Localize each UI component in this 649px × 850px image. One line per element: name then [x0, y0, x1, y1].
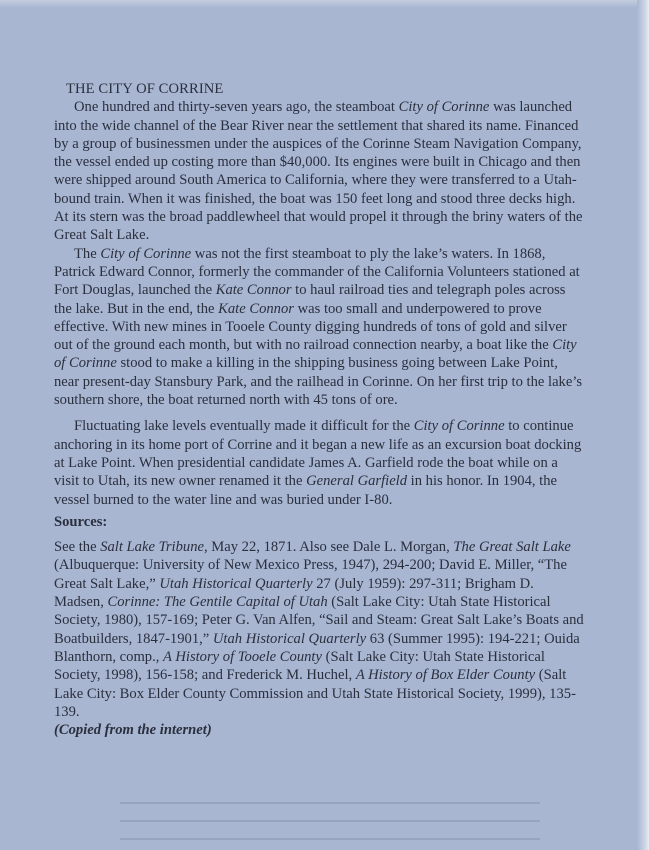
sources-text-run: 27 (July 1959): 297-311; Brigham D. Madsen, — [54, 575, 534, 611]
sources-italic-title: A History of Tooele County — [163, 648, 322, 665]
sources-text-run: 63 (Summer 1995): 194-221; Ouida Blanthorn, comp., — [54, 630, 580, 665]
sources-text-run: (Salt Lake City: Utah State Historical Society, 1980), 157-169; Peter G. Van Alfen, “Sail and Steam: Great Salt Lake’s Boats and Boatbuilders, 1847-1901,” — [54, 594, 584, 647]
paragraph-1-italic-title: City of Corinne — [398, 99, 490, 116]
sources-italic-title: The Great Salt Lake — [453, 539, 571, 556]
copied-note: (Copied from the internet) — [54, 722, 212, 739]
paragraph-1-text-run: was launched into the wide channel of the Bear River near the settlement that shared its name. Financed by a group of businessmen under the auspices of the Corinne Steam Navigation Company, the vessel ended up costing more than $40,000. Its engines were built in Chicago and then were shipped around South America to California, where they were transferred to a Utah-bound train. When it was finished, the boat was 150 feet long and stood three decks high. At its stern was the broad paddlewheel that would propel it through the briny waters of the Great Salt Lake. — [54, 99, 583, 244]
paragraph-2-italic-title: Kate Connor — [215, 282, 292, 299]
sources-text — [54, 538, 584, 721]
paragraph-2-text-run: was not the first steamboat to ply the lake’s waters. In 1868, Patrick Edward Connor, formerly the commander of the California Volunteers stationed at Fort Douglas, launched the — [54, 245, 580, 299]
page-top-edge — [0, 0, 649, 8]
paragraph-1-text-run: One hundred and thirty-seven years ago, the steamboat — [74, 99, 399, 116]
paragraph-1 — [54, 98, 584, 244]
sources-italic-title: Salt Lake Tribune — [100, 539, 204, 556]
sources-text-run: (Albuquerque: University of New Mexico Press, 1947), 294-200; David E. Miller, “The Great Salt Lake,” — [54, 557, 567, 592]
article-title: THE CITY OF CORRINE — [66, 81, 224, 97]
paragraph-2 — [54, 245, 584, 410]
show-through-text — [120, 792, 540, 842]
page-right-edge — [637, 0, 649, 850]
paragraph-2-text-run: to haul railroad ties and telegraph poles across the lake. But in the end, the — [54, 282, 566, 317]
article — [54, 80, 584, 739]
paragraph-3-italic-title: City of Corinne — [413, 418, 505, 435]
paragraph-3-text-run: Fluctuating lake levels eventually made it difficult for the — [74, 418, 414, 435]
paragraph-2-italic-title: City of Corinne — [54, 337, 577, 372]
sources-text-run: (Salt Lake City: Utah State Historical Society, 1998), 156-158; and Frederick M. Huchel, — [54, 648, 545, 684]
sources-italic-title: Corinne: The Gentile Capital of Utah — [107, 594, 328, 611]
sources-heading: Sources: — [54, 513, 108, 530]
paragraph-2-italic-title: City of Corinne — [100, 245, 192, 262]
sources-italic-title: Utah Historical Quarterly — [159, 575, 313, 592]
paragraph-3-text-run: to continue anchoring in its home port of Corrine and it began a new life as an excursion boat docking at Lake Point. When presidential candidate James A. Garfield rode the boat while on a visit to Utah, its new owner renamed it the — [54, 418, 582, 490]
sources-italic-title: A History of Box Elder County — [355, 667, 536, 684]
sources-text-run: See the — [54, 539, 101, 556]
paragraph-3-italic-title: General Garfield — [306, 473, 408, 490]
paragraph-3 — [54, 417, 584, 508]
paragraph-2-text-run: The — [74, 245, 101, 262]
paragraph-3-text-run: in his honor. In 1904, the vessel burned to the water line and was buried under I-80. — [54, 473, 558, 508]
sources-text-run: , May 22, 1871. Also see Dale L. Morgan, — [203, 539, 454, 556]
sources-text-run: (Salt Lake City: Box Elder County Commission and Utah State Historical Society, 1999), 135-139. — [54, 667, 576, 720]
paragraph-2-text-run: was too small and underpowered to prove effective. With new mines in Tooele County digging hundreds of tons of gold and silver out of the ground each month, but with no railroad connection nearby, a boat like the — [54, 300, 567, 354]
paragraph-2-italic-title: Kate Connor — [218, 300, 294, 317]
paragraph-2-text-run: stood to make a killing in the shipping business going between Lake Point, near present-day Stansbury Park, and the railhead in Corinne. On her first trip to the lake’s southern shore, the boat returned north with 45 tons of ore. — [54, 355, 583, 409]
sources-italic-title: Utah Historical Quarterly — [212, 630, 367, 647]
